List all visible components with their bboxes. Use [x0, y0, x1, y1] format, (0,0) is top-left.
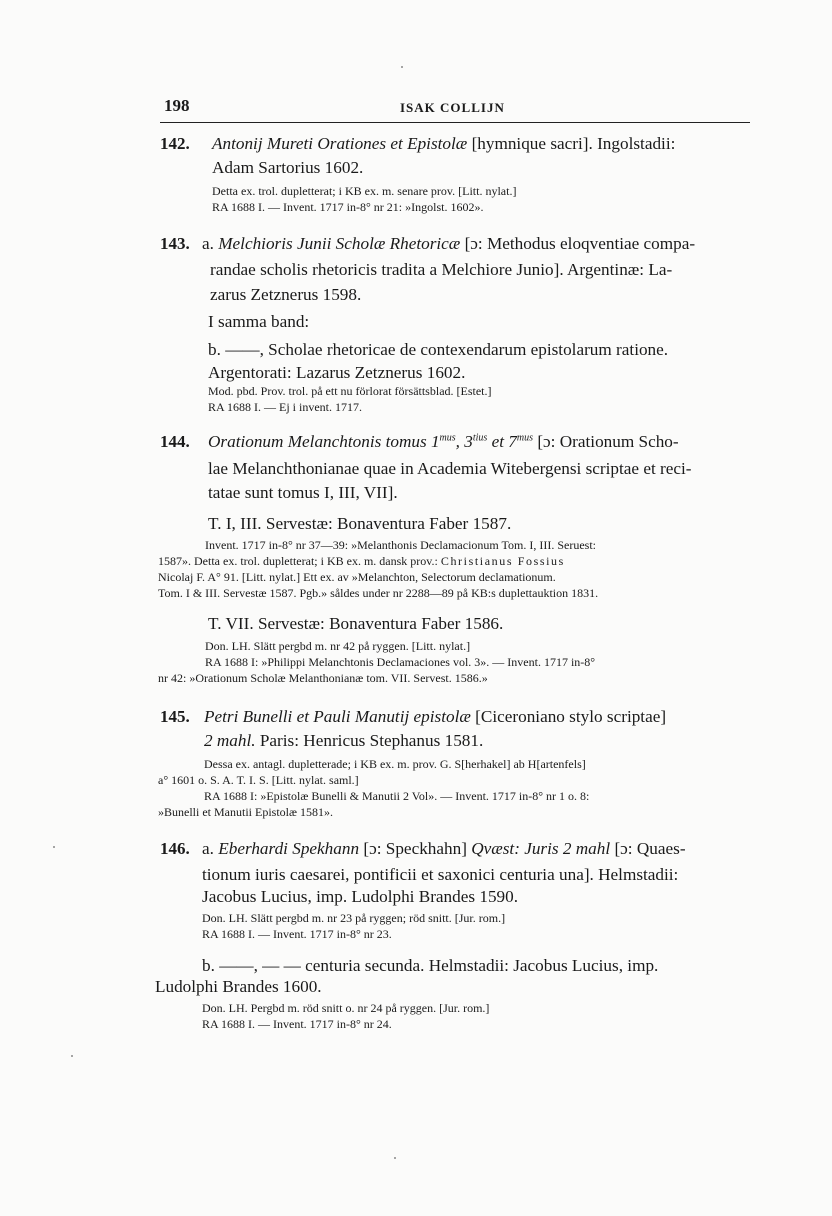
entry-title-line: Jacobus Lucius, imp. Ludolphi Brandes 1590. [202, 887, 519, 906]
same-band-label: I samma band: [208, 312, 310, 331]
page-number: 198 [164, 96, 190, 115]
entry-note: Mod. pbd. Prov. trol. på ett nu förlorat försättsblad. [Estet.] [208, 384, 492, 398]
entry-title-line: tatae sunt tomus I, III, VII]. [208, 483, 398, 502]
entry-number: 142. [160, 134, 190, 153]
scan-speck [394, 1157, 396, 1159]
entry-note: 1587». Detta ex. trol. dupletterat; i KB ex. m. dansk prov.: Christianus Fossius [158, 554, 565, 568]
entry-note: Don. LH. Slätt pergbd m. nr 42 på ryggen. [Litt. nylat.] [205, 639, 471, 653]
entry-title-line: Orationum Melanchtonis tomus $1^{mus}$, $3^{tius}$ et $7^{mus}$ [ɔ: Orationum Scho- [208, 432, 679, 451]
entry-title-line: tionum iuris caesarei, pontificii et saxonici centuria una]. Helmstadii: [202, 865, 679, 884]
volume-heading: T. VII. Servestæ: Bonaventura Faber 1586. [208, 614, 504, 633]
entry-number: 144. [160, 432, 190, 451]
entry-number: 143. [160, 234, 190, 253]
entry-note: Detta ex. trol. dupletterat; i KB ex. m. senare prov. [Litt. nylat.] [212, 184, 517, 198]
entry-imprint: Adam Sartorius 1602. [212, 158, 364, 177]
entry-imprint: Argentorati: Lazarus Zetznerus 1602. [208, 363, 466, 382]
entry-note: RA 1688 I: »Philippi Melanchtonis Declamaciones vol. 3». — Invent. 1717 in-8° [205, 655, 596, 669]
entry-note: Invent. 1717 in-8° nr 37—39: »Melanthonis Declamacionum Tom. I, III. Seruest: [205, 538, 596, 552]
entry-title-line: a. Eberhardi Spekhann [ɔ: Speckhahn] Qvæst: Juris 2 mahl [ɔ: Quaes- [202, 839, 686, 858]
entry-title-line: Antonij Mureti Orationes et Epistolæ [hymnique sacri]. Ingolstadii: [212, 134, 676, 153]
entry-title-line: b. ——, — — centuria secunda. Helmstadii: Jacobus Lucius, imp. [202, 956, 659, 975]
entry-title-line: 2 mahl. Paris: Henricus Stephanus 1581. [204, 731, 484, 750]
page-header [160, 96, 750, 123]
entry-number: 145. [160, 707, 190, 726]
entry-note: RA 1688 I: »Epistolæ Bunelli & Manutii 2 Vol». — Invent. 1717 in-8° nr 1 o. 8: [204, 789, 590, 803]
volume-heading: T. I, III. Servestæ: Bonaventura Faber 1587. [208, 514, 512, 533]
entry-note: Don. LH. Pergbd m. röd snitt o. nr 24 på ryggen. [Jur. rom.] [202, 1001, 490, 1015]
entry-note: a° 1601 o. S. A. T. I. S. [Litt. nylat. saml.] [158, 773, 359, 787]
entry-number: 146. [160, 839, 190, 858]
entry-note: nr 42: »Orationum Scholæ Melanthonianæ tom. VII. Servest. 1586.» [158, 671, 488, 685]
entry-note: Nicolaj F. A° 91. [Litt. nylat.] Ett ex. av »Melanchton, Selectorum declamationum. [158, 570, 556, 584]
entry-note: RA 1688 I. — Ej i invent. 1717. [208, 400, 362, 414]
scan-speck [53, 846, 55, 848]
entry-title-line: a. Melchioris Junii Scholæ Rhetoricæ [ɔ: Methodus eloqventiae compa- [202, 234, 696, 253]
entry-note: RA 1688 I. — Invent. 1717 in-8° nr 21: »Ingolst. 1602». [212, 200, 484, 214]
scan-speck [401, 66, 403, 68]
entry-title-line: b. ——, Scholae rhetoricae de contexendarum epistolarum ratione. [208, 340, 669, 359]
entry-title-line: zarus Zetznerus 1598. [210, 285, 362, 304]
entry-imprint: Ludolphi Brandes 1600. [155, 977, 322, 996]
entry-title-line: randae scholis rhetoricis tradita a Melchiore Junio]. Argentinæ: La- [210, 260, 673, 279]
entry-title-line: lae Melanchthonianae quae in Academia Witebergensi scriptae et reci- [208, 459, 692, 478]
entry-note: Dessa ex. antagl. dupletterade; i KB ex. m. prov. G. S[herhakel] ab H[artenfels] [204, 757, 586, 771]
scan-speck [71, 1055, 73, 1057]
entry-note: »Bunelli et Manutii Epistolæ 1581». [158, 805, 333, 819]
entry-note: RA 1688 I. — Invent. 1717 in-8° nr 23. [202, 927, 392, 941]
running-title: ISAK COLLIJN [400, 100, 505, 115]
entry-note: Don. LH. Slätt pergbd m. nr 23 på ryggen; röd snitt. [Jur. rom.] [202, 911, 506, 925]
entry-note: Tom. I & III. Servestæ 1587. Pgb.» såldes under nr 2288—89 på KB:s duplettauktion 1831. [158, 586, 599, 600]
entry-title-line: Petri Bunelli et Pauli Manutij epistolæ [Ciceroniano stylo scriptae] [204, 707, 667, 726]
entry-note: RA 1688 I. — Invent. 1717 in-8° nr 24. [202, 1017, 392, 1031]
